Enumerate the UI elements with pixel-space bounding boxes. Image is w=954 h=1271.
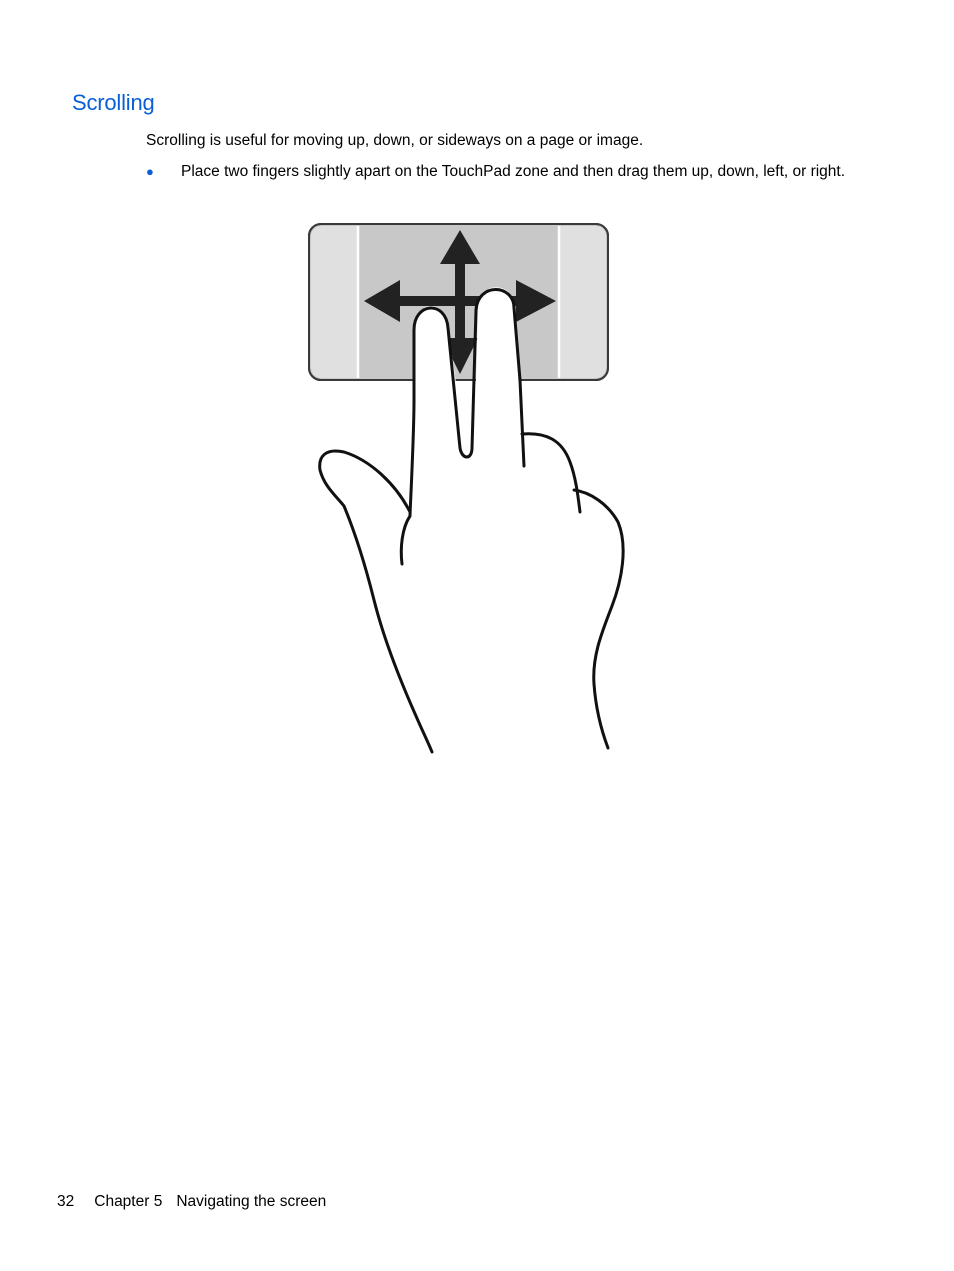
page-number: 32: [57, 1193, 75, 1210]
scroll-gesture-illustration: [300, 215, 640, 760]
bullet-text: Place two fingers slightly apart on the TouchPad zone and then drag them up, down, left, or right.: [181, 163, 846, 180]
list-item: [146, 162, 846, 182]
instruction-list: [146, 162, 846, 182]
bullet-icon: ●: [146, 164, 154, 179]
page-footer: [57, 1192, 326, 1211]
chapter-title: Navigating the screen: [176, 1193, 327, 1210]
chapter-label: Chapter 5: [94, 1193, 163, 1210]
section-title: Scrolling: [72, 90, 155, 115]
intro-paragraph: Scrolling is useful for moving up, down, or sideways on a page or image.: [146, 132, 644, 149]
